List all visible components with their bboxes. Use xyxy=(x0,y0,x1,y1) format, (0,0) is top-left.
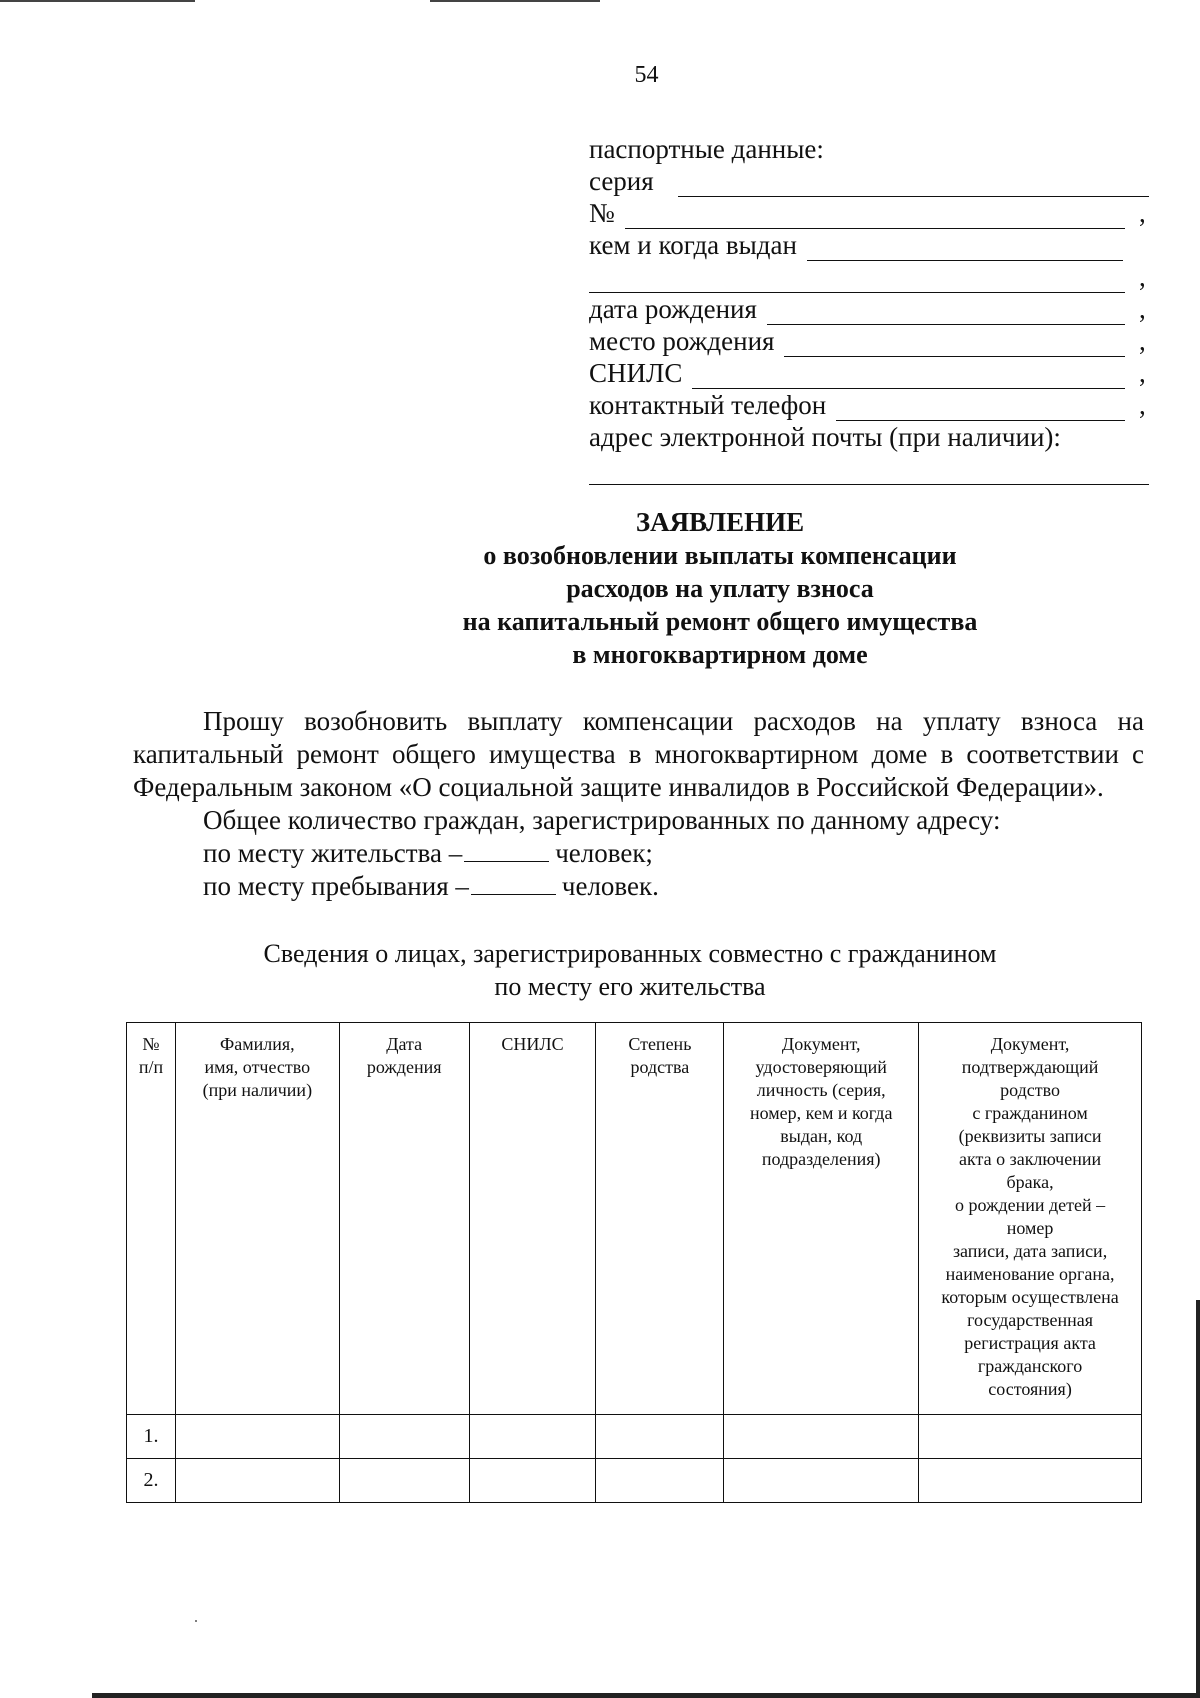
birth-place-label: место рождения xyxy=(589,326,775,356)
series-label: серия xyxy=(589,166,654,196)
kinship-cell[interactable] xyxy=(596,1459,724,1503)
number-label: № xyxy=(589,198,615,228)
birth-date-field[interactable] xyxy=(767,300,1125,325)
birth-date-label: дата рождения xyxy=(589,294,757,324)
issued-continuation-field[interactable] xyxy=(589,268,1125,293)
residence-count-line xyxy=(133,837,1144,870)
row-number-cell: 2. xyxy=(127,1459,176,1503)
scan-edge-top-left xyxy=(0,0,195,2)
full-name-cell[interactable] xyxy=(175,1459,339,1503)
number-field[interactable] xyxy=(625,204,1125,229)
residence-suffix: человек; xyxy=(555,838,653,868)
registered-persons-table xyxy=(126,1022,1142,1503)
residence-count-field[interactable] xyxy=(464,839,549,862)
email-field[interactable] xyxy=(589,454,1149,485)
kinship-cell[interactable] xyxy=(596,1415,724,1459)
snils-cell[interactable] xyxy=(469,1459,596,1503)
title-line: в многоквартирном доме xyxy=(572,640,868,669)
snils-field[interactable] xyxy=(692,364,1125,389)
column-header-kinship-document: Документ, подтверждающий родство с гражданином (реквизиты записи акта о заключении брака, о рождении детей – номер записи, дата записи, наименование органа, которым осуществлена государственная регистрация акта гражданского состояния) xyxy=(919,1023,1142,1415)
birth-date-comma: , xyxy=(1139,294,1146,324)
snils-cell[interactable] xyxy=(469,1415,596,1459)
table-row xyxy=(127,1459,1142,1503)
column-header-birth-date: Дата рождения xyxy=(339,1023,469,1415)
issued-comma: , xyxy=(1139,262,1146,292)
phone-field[interactable] xyxy=(836,396,1125,421)
request-body xyxy=(133,705,1144,903)
stay-prefix: по месту пребывания – xyxy=(203,871,469,901)
document-title xyxy=(0,506,1200,671)
request-paragraph: Прошу возобновить выплату компенсации расходов на уплату взноса на капитальный ремонт общего имущества в многоквартирном доме в соответствии с Федеральным законом «О социальной защите инвалидов в Российской Федерации». xyxy=(133,706,1144,802)
birth-date-cell[interactable] xyxy=(339,1415,469,1459)
title-line: на капитальный ремонт общего имущества xyxy=(462,607,978,636)
snils-comma: , xyxy=(1139,358,1146,388)
issued-field[interactable] xyxy=(807,236,1123,261)
email-label: адрес электронной почты (при наличии): xyxy=(589,422,1061,452)
scan-edge-top-right xyxy=(430,0,600,2)
table-header-row xyxy=(127,1023,1142,1415)
snils-line xyxy=(589,357,1149,389)
stay-count-line xyxy=(133,870,1144,903)
number-line xyxy=(589,197,1149,229)
title-main: ЗАЯВЛЕНИЕ xyxy=(635,507,805,537)
phone-comma: , xyxy=(1139,390,1146,420)
kinship-document-cell[interactable] xyxy=(919,1459,1142,1503)
birth-date-line xyxy=(589,293,1149,325)
page-number: 54 xyxy=(634,62,659,88)
scan-edge-bottom xyxy=(92,1693,1200,1698)
kinship-document-cell[interactable] xyxy=(919,1415,1142,1459)
phone-label: контактный телефон xyxy=(589,390,827,420)
birth-place-line xyxy=(589,325,1149,357)
total-citizens-text: Общее количество граждан, зарегистрированных по данному адресу: xyxy=(203,805,1001,835)
scan-speck xyxy=(195,1620,197,1622)
series-field[interactable] xyxy=(678,172,1149,197)
column-header-full-name: Фамилия, имя, отчество (при наличии) xyxy=(175,1023,339,1415)
phone-line xyxy=(589,389,1149,421)
scan-edge-right xyxy=(1196,1300,1200,1698)
column-header-number: № п/п xyxy=(127,1023,176,1415)
issued-label: кем и когда выдан xyxy=(589,230,797,260)
column-header-identity-document: Документ, удостоверяющий личность (серия, номер, кем и когда выдан, код подразделения) xyxy=(724,1023,919,1415)
issued-continuation-line xyxy=(589,261,1149,293)
email-line xyxy=(589,421,1149,453)
table-row xyxy=(127,1415,1142,1459)
title-line: расходов на уплату взноса xyxy=(566,574,874,603)
row-number-cell: 1. xyxy=(127,1415,176,1459)
identity-document-cell[interactable] xyxy=(724,1415,919,1459)
column-header-snils: СНИЛС xyxy=(469,1023,596,1415)
birth-place-field[interactable] xyxy=(784,332,1125,357)
passport-heading-line xyxy=(589,133,1149,165)
birth-date-cell[interactable] xyxy=(339,1459,469,1503)
residence-prefix: по месту жительства – xyxy=(203,838,463,868)
issued-line xyxy=(589,229,1149,261)
column-header-kinship: Степень родства xyxy=(596,1023,724,1415)
stay-count-field[interactable] xyxy=(471,872,556,895)
number-comma: , xyxy=(1139,198,1146,228)
title-line: о возобновлении выплаты компенсации xyxy=(483,541,957,570)
passport-heading: паспортные данные: xyxy=(589,134,824,164)
section-heading-line: по месту его жительства xyxy=(494,972,766,1001)
passport-data-block xyxy=(589,133,1149,485)
full-name-cell[interactable] xyxy=(175,1415,339,1459)
series-line xyxy=(589,165,1149,197)
section-heading-line: Сведения о лицах, зарегистрированных совместно с гражданином xyxy=(263,939,997,968)
birth-place-comma: , xyxy=(1139,326,1146,356)
snils-label: СНИЛС xyxy=(589,358,683,388)
registered-persons-heading xyxy=(0,937,1200,1003)
email-field-line xyxy=(589,453,1149,485)
identity-document-cell[interactable] xyxy=(724,1459,919,1503)
stay-suffix: человек. xyxy=(561,871,659,901)
